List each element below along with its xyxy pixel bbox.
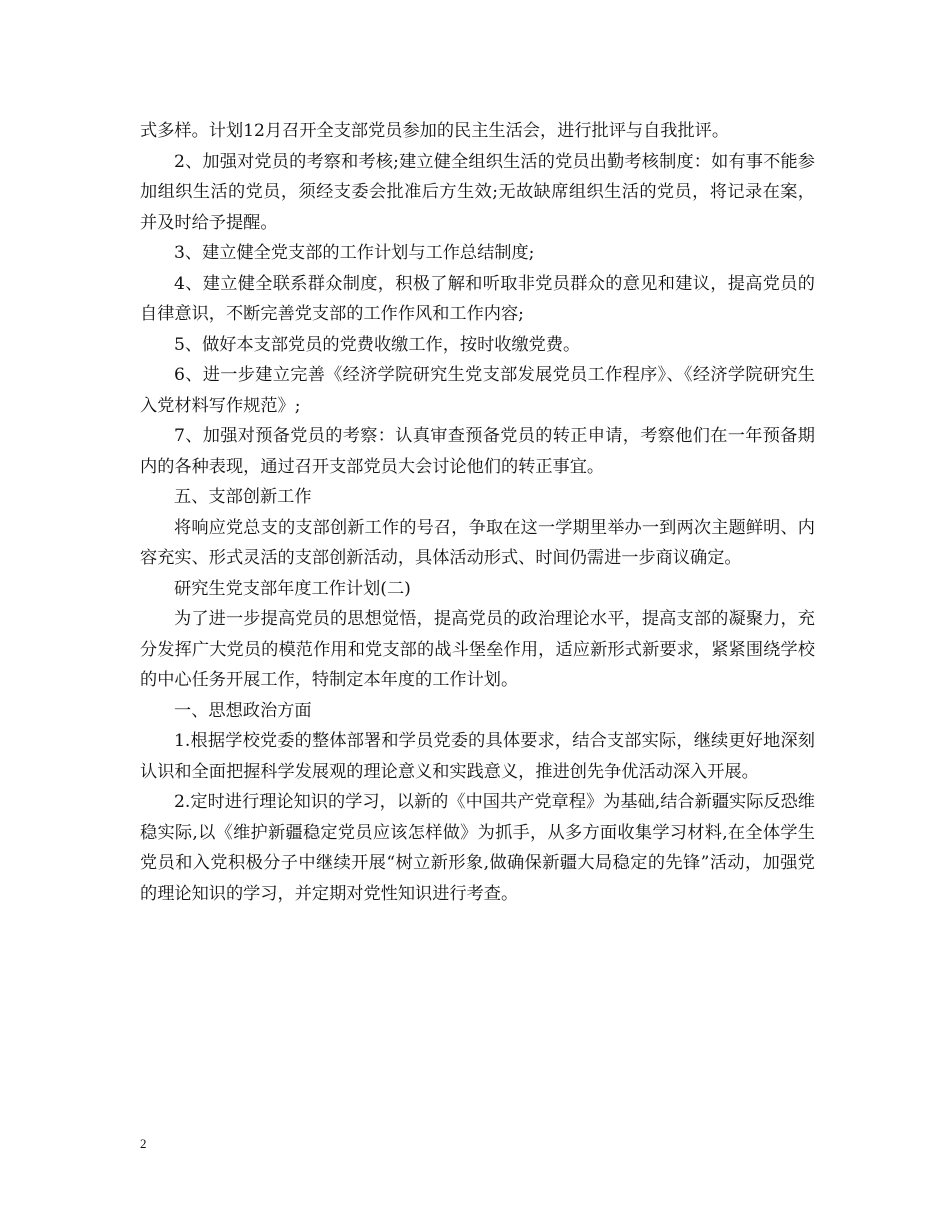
section-heading-ideology: 一、思想政治方面 <box>174 700 312 721</box>
paragraph-continuation: 式多样。计划12月召开全支部党员参加的民主生活会，进行批评与自我批评。 <box>140 121 730 141</box>
section-heading-innovation: 五、支部创新工作 <box>174 487 312 507</box>
document-subtitle: 研究生党支部年度工作计划(二) <box>174 578 411 599</box>
paragraph-item-3: 3、建立健全党支部的工作计划与工作总结制度; <box>174 243 535 263</box>
paragraph-innovation: 将响应党总支的支部创新工作的号召，争取在这一学期里举办一到两次主题鲜明、内容充实、形式灵活的支部创新活动，具体活动形式、时间仍需进一步商议确定。 <box>140 517 815 568</box>
paragraph-item-4: 4、建立健全联系群众制度，积极了解和听取非党员群众的意见和建议，提高党员的自律意识，不断完善党支部的工作作风和工作内容; <box>140 273 815 324</box>
paragraph-ideology-1: 1.根据学校党委的整体部署和学员党委的具体要求，结合支部实际，继续更好地深刻认识和全面把握科学发展观的理论意义和实践意义，推进创先争优活动深入开展。 <box>140 731 815 782</box>
paragraph-item-7: 7、加强对预备党员的考察：认真审查预备党员的转正申请，考察他们在一年预备期内的各种表现，通过召开支部党员大会讨论他们的转正事宜。 <box>140 426 815 477</box>
page-number: 2 <box>140 1136 147 1151</box>
paragraph-item-6: 6、进一步建立完善《经济学院研究生党支部发展党员工作程序》、《经济学院研究生入党材料写作规范》; <box>140 365 815 416</box>
paragraph-item-5: 5、做好本支部党员的党费收缴工作，按时收缴党费。 <box>174 334 581 355</box>
paragraph-ideology-2: 2.定时进行理论知识的学习，以新的《中国共产党章程》为基础,结合新疆实际反恐维稳实际,以《维护新疆稳定党员应该怎样做》为抓手，从多方面收集学习材料,在全体学生党员和入党积极分子中继续开展“树立新形象,做确保新疆大局稳定的先锋”活动，加强党的理论知识的学习，并定期对党性知识进行考查。 <box>140 792 815 904</box>
paragraph-intro: 为了进一步提高党员的思想觉悟，提高党员的政治理论水平，提高支部的凝聚力，充分发挥广大党员的模范作用和党支部的战斗堡垒作用，适应新形式新要求，紧紧围绕学校的中心任务开展工作，特制定本年度的工作计划。 <box>140 609 815 690</box>
document-body <box>140 116 815 909</box>
paragraph-item-2: 2、加强对党员的考察和考核;建立健全组织生活的党员出勤考核制度：如有事不能参加组织生活的党员，须经支委会批准后方生效;无故缺席组织生活的党员，将记录在案，并及时给予提醒。 <box>140 151 815 233</box>
